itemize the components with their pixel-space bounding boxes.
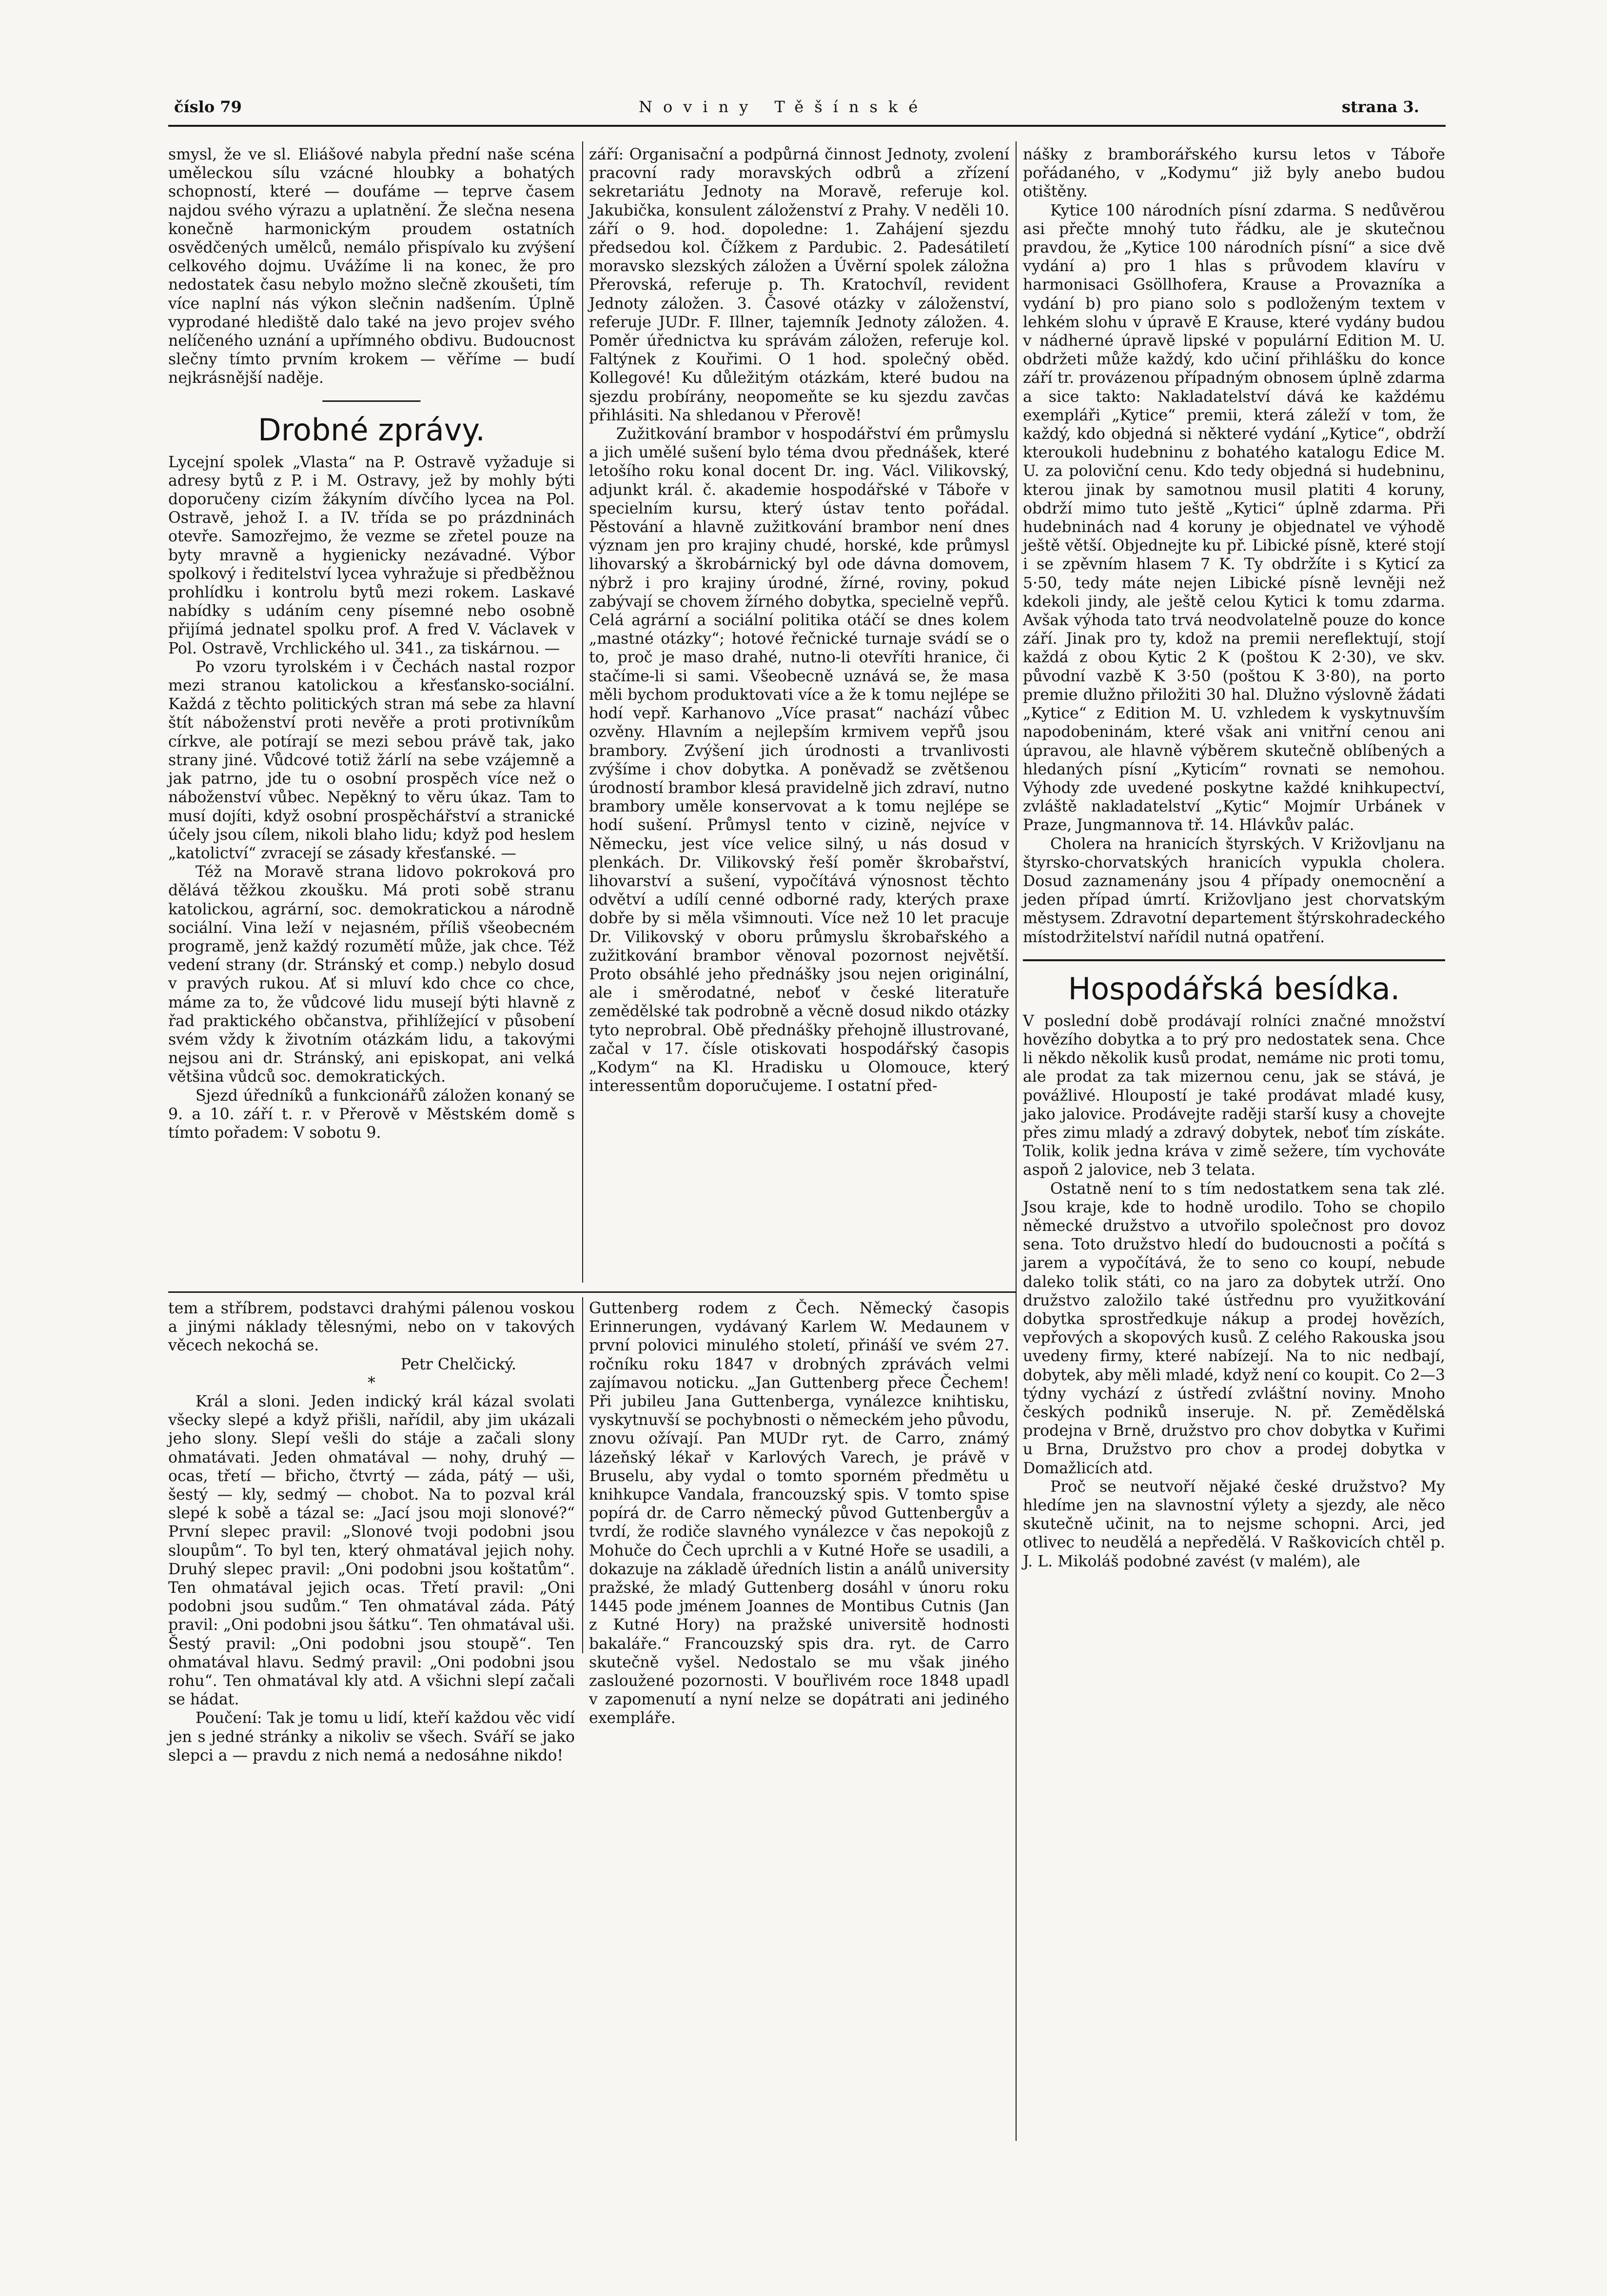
news-item: září: Organisační a podpůrná činnost Jednoty, zvolení pracovní rady moravských odbrů a zřízení sekretariátu Jednoty na Moravě, referuje kol. Jakubička, konsulent záloženství z Prahy. V neděli 10. září o 9. hod. dopoledne: 1. Zahájení sjezdu předsedou kol. Čížkem z Pardubic. 2. Padesátiletí moravsko slezských záložen a Úvěrní spolek záložna Přerovská, referuje p. Th. Kratochvíl, revident Jednoty záložen. 3. Časové otázky v záloženství, referuje JUDr. F. Illner, tajemník Jednoty záložen. 4. Poměr úřednictva ku správám záložen, referuje kol. Faltýnek z Kouřimi. O 1 hod. společný oběd. Kollegové! Ku důležitým otázkám, které budou na sjezdu probírány, neopomeňte se ku sjezdu zavčas přihlásiti. Na shledanou v Přerově! [589,146,1009,424]
farm-item: V poslední době prodávají rolníci značné množství hovězího dobytka a to prý pro nedostatek sena. Chce li někdo několik kusů prodat, nemáme nic proti tomu, ale prodat za tak mizernou cenu, jak se stává, je povážlivé. Hloupostí je také prodávat mladé kusy, jako jalovice. Prodávejte raději starší kusy a chovejte přes zimu mladý a zdravý dobytek, neboť tím získáte. Tolik, kolik jedna kráva v zimě sežere, tím vychováte aspoň 2 jalovice, neb 3 telata. [1023,1012,1445,1179]
newspaper-title: Noviny Těšínské [639,98,929,116]
column-2-top [589,145,1009,1095]
news-item: Též na Moravě strana lidovo pokroková pro dělává těžkou zkoušku. Má proti sobě stranu katolickou, agrární, soc. demokratickou a národně sociální. Vina leží v nejasném, příliš všeobecném programě, jenž každý rozumětí může, jak chce. Též vedení strany (dr. Stránský et comp.) nebylo dosud v pravých rukou. Ať si mluví kdo chce co chce, máme za to, že vůdcové lidu musejí býti hlavně z řad praktického občanstva, přihlížející v působení svém vždy k životním otázkám lidu, a takovými nejsou ani dr. Stránský, ani episkopat, ani velká většina vůdců soc. demokratických. [168,863,575,1086]
news-item: nášky z bramborářského kursu letos v Táboře pořádaného, v „Kodymu“ již byly anebo budou otištěny. [1023,146,1445,201]
page-number: strana 3. [1342,98,1419,116]
section-rule [1023,959,1445,961]
section-divider [168,1291,1017,1293]
column-2-bottom [589,1299,1009,1728]
news-item: Kytice 100 národních písní zdarma. S nedůvěrou asi přečte mnohý tuto řádku, ale je skutečnou pravdou, že „Kytice 100 národních písní“ a sice dvě vydání a) pro 1 hlas s průvodem klavíru v harmonisaci Gsöllhofera, Krause a Provazníka a vydání b) pro piano solo s podloženým textem v lehkém slohu v úpravě E Krause, které vydány budou v nádherné úpravě lipské v populární Edition M. U. obdržeti může každý, kdo učiní přihlášku do konce září tr. provázenou případným obnosem úplně zdarma a sice takto: Nakladatelství dává ke každému exempláři „Kytice“ premii, která záleží v tom, že každý, kdo objedná si některé vydání „Kytice“, obdrží kteroukoli hudebninu z bohatého katalogu Edice M. U. za poloviční cenu. Kdo tedy objedná si hudebninu, kterou jinak by samotnou musil platiti 4 koruny, obdrží mimo tuto ještě „Kytici“ úplně zdarma. Při hudebninách nad 4 koruny je objednatel ve výhodě ještě větší. Objednejte ku př. Libické písně, které stojí i se zpěvním hlasem 7 K. Ty obdržíte i s Kyticí za 5·50, tedy máte nejen Libické písně levněji než kdekoli jindy, ale ještě celou Kytici k tomu zdarma. Avšak výhoda tato trvá neodvolatelně pouze do konce září. Jinak pro ty, kdož na premii nereflektují, stojí každá z obou Kytic 2 K (poštou K 2·30), ve skv. původní vazbě K 3·50 (poštou K 3·80), na porto premie dlužno přiložiti 30 hal. Dlužno výslovně žádati „Kytice“ z Edition M. U. vzhledem k vyskytnuvším napodobeninám, které však ani vnitřní cenou ani úpravou, ale hlavně výběrem skutečně oblíbených a hledaných písní „Kyticím“ rovnati se nemohou. Výhody zde uvedené poskytne každé knihkupectví, zvláště nakladatelství „Kytic“ Mojmír Urbánek v Praze, Jungmannova tř. 14. Hlávkův palác. [1023,201,1445,834]
column-rule-2 [1016,141,1017,2141]
asterisk-divider: * [368,1374,375,1392]
news-item: Zužitkování brambor v hospodářství ém průmyslu a jich umělé sušení bylo téma dvou přednášek, které letošího roku konal docent Dr. ing. Václ. Vilikovský, adjunkt král. č. akademie hospodářské v Táboře v specielním kursu, který ústav tento pořádal. Pěstování a hlavně zužitkování brambor není dnes význam jen pro krajiny chudé, horské, kde průmysl lihovarský a škrobárnický byl ode dávna domovem, nýbrž i pro krajiny úrodné, žírné, roviny, pokud zabývají se chovem žírného dobytka, specielně vepřů. Celá agrární a sociální politika otáčí se dnes kolem „mastné otázky“; hotové řečnické turnaje svádí se o to, proč je maso drahé, nutno-li otevříti hranice, či stačíme-li si sami. Všeobecně uznává se, že masa měli bychom produktovati více a že k tomu nejlépe se hodí vepř. Karhanovo „Více prasat“ nachází vůbec ozvěny. Hlavním a nejlepším krmivem vepřů jsou brambory. Zvýšení jich úrodnosti a trvanlivosti zvýšíme i chov dobytka. A poněvadž se zvětšenou úrodností brambor klesá pravidelně jich zdraví, nutno brambory uměle konservovat a k tomu nejlépe se hodí sušení. Průmysl tento v cizině, nejvíce v Německu, jest více velice silný, u nás dosud v plenkách. Dr. Vilikovský řeší poměr škrobařství, lihovarství a sušení, vypočítává výnosnost těchto odvětví a udílí cenné odborné rady, kterých praxe dobře by si měla všimnouti. Více než 10 let pracuje Dr. Vilikovský v oboru průmyslu škrobařského a zužitkování brambor věnoval pozornost největší. Proto obsáhlé jeho přednášky jsou nejen originální, ale i směrodatné, neboť v české literatuře zemědělské tak podrobně a věcně dosud nikdo otázky tyto neprobral. Obě přednášky přehojně illustrované, začal v 17. čísle otiskovati hospodářský časopis „Kodym“ na Kl. Hradisku u Olomouce, který interessentům doporučujeme. I ostatní před- [589,425,1009,1095]
short-divider [322,400,421,402]
fable-moral: Poučení: Tak je tomu u lidí, kteří každou věc vidí jen s jedné stránky a nikoliv se všech. Sváří se jako slepci a — pravdu z nich nemá a nedosáhne nikdo! [168,1709,575,1764]
column-3 [1023,145,1445,1571]
feuilleton-text: tem a stříbrem, podstavci drahými pálenou voskou a jinými náklady tělesnými, nebo on v takových věcech nekochá se. [168,1300,575,1355]
news-item: Cholera na hranicích štyrských. V Križovljanu na štyrsko-chorvatských hranicích vypukla cholera. Dosud zaznamenány jsou 4 případy onemocnění a jeden případ úmrtí. Križovljano jest chorvatským městysem. Zdravotní departement štýrskohradeckého místodržitelství nařídil nutná opatření. [1023,835,1445,946]
column-rule-1 [582,141,583,1283]
news-item: Po vzoru tyrolském i v Čechách nastal rozpor mezi stranou katolickou a křesťansko-sociální. Každá z těchto politických stran má sebe za hlavní štít náboženství proti nevěře a proti protivníkům církve, ale potírají se mezi sebou právě tak, jako strany jiné. Vůdcové totiž žárlí na sebe vzájemně a jak patrno, jde tu o osobní prospěch více než o náboženství vůbec. Nepěkný to věru úkaz. Tam to musí dojíti, když osobní prospěchářství a stranické účely jsou cílem, nikoli blaho lidu; když pod heslem „katolictví“ zvracejí se zásady křesťanské. — [168,658,575,862]
header-rule [168,125,1446,127]
column-1-bottom [168,1299,575,1765]
farm-item: Ostatně není to s tím nedostatkem sena tak zlé. Jsou kraje, kde to hodně urodilo. Toho se chopilo německé družstvo a utvořilo společnost pro dovoz sena. Toto družstvo hledí do budoucnosti a počítá s jarem a vypočítává, že to seno co koupí, nebude daleko tolik státi, co na jaro za dobytek utrží. Ono družstvo založilo také ústřednu pro využitkování dobytka sprostředkuje nákup a prodej hovězích, vepřových a skopových kusů. Z celého Rakouska jsou uvedeny firmy, které nabízejí. Na to nic nedbají, dobytek, aby měli mladé, když není co koupit. Co 2—3 týdny vychází z ústředí zvláštní noviny. Mnoho českých podniků inseruje. N. př. Zemědělská prodejna v Brně, družstvo pro chov dobytka v Kuřimi u Brna, Družstvo pro chov a prodej dobytka v Domažlicích atd. [1023,1180,1445,1477]
issue-number: číslo 79 [174,98,242,116]
author-signature: Petr Chelčický. [400,1355,516,1373]
drobne-zpravy-heading: Drobné zprávy. [258,412,485,448]
column-1-top [168,145,575,1142]
fable-text: Král a sloni. Jeden indický král kázal svolati všecky slepé a když přišli, nařídil, aby jim ukázali jeho slony. Slepí vešli do stáje a začali slony ohmatávati. Jeden ohmatával — nohy, druhý — ocas, třetí — břicho, čtvrtý — záda, pátý — uši, šestý — kly, sedmý — chobot. Na to pozval král slepé k sobě a tázal se: „Jací jsou moji slonové?“ První slepec pravil: „Slonové tvoji podobni jsou sloupům“. To byl ten, který ohmatával jejich nohy. Druhý slepec pravil: „Oni podobni jsou koštatům“. Ten ohmatával jejich ocas. Třetí pravil: „Oni podobni jsou sudům.“ Ten ohmatával záda. Pátý pravil: „Oni podobni jsou šátku“. Ten ohmatával uši. Šestý pravil: „Oni podobni jsou stoupě“. Ten ohmatával hlavu. Sedmý pravil: „Oni podobni jsou rohu“. Ten ohmatával kly atd. A všichni slepí začali se hádat. [168,1393,575,1709]
theatre-review-text: smysl, že ve sl. Eliášové nabyla přední naše scéna uměleckou sílu vzácné hloubky a bohatých schopností, které — doufáme — teprve časem najdou svého výrazu a uplatnění. Že slečna nesena konečně harmonickým proudem ostatních osvědčených umělců, nemálo přispívalo ku zvýšení celkového dojmu. Uvážíme li na konec, že pro nedostatek času nebylo možno slečně zkoušeti, tím více naplní nás výkon slečnin nadšením. Úplně vyprodané hlediště dalo také na jevo projev svého nelíčeného uznání a upřímného obdivu. Budoucnost slečny tímto prvním krokem — věříme — budí nejkrásnější naděje. [168,146,575,387]
news-item: Guttenberg rodem z Čech. Německý časopis Erinnerungen, vydávaný Karlem W. Medaunem v první polovici minulého století, přináší ve svém 27. ročníku roku 1847 v drobných zprávách velmi zajímavou noticku. „Jan Guttenberg přece Čechem! Při jubileu Jana Guttenberga, vynálezce knihtisku, vyskytnuvší se pochybnosti o německém jeho původu, znovu ožívají. Pan MUDr ryt. de Carro, známý lázeňský lékař v Karlových Varech, je právě v Bruselu, aby vydal o tomto sporném předmětu u knihkupce Vandala, francouzský spis. V tomto spise popírá dr. de Carro německý původ Guttenbergův a tvrdí, že rodiče slavného vynálezce v čas nepokojů z Mohuče do Čech uprchli a v Kutné Hoře se usadili, a dokazuje na základě úředních listin a análů university pražské, že mladý Guttenberg dosáhl v únoru roku 1445 pode jménem Joannes de Montibus Cutnis (Jan z Kutné Hory) na pražské universitě hodnosti bakaláře.“ Francouzský spis dra. ryt. de Carro skutečně vyšel. Nedostalo se mu však jiného zasloužené pozornosti. V bouřlivém roce 1848 upadl v zapomenutí a nyní nelze se dopátrati ani jediného exempláře. [589,1300,1009,1727]
column-rule-bottom [582,1297,583,1653]
news-item: Lycejní spolek „Vlasta“ na P. Ostravě vyžaduje si adresy bytů z P. i M. Ostravy, jež by mohly býti doporučeny cizím žákyním dívčího lycea na Pol. Ostravě, jehož I. a IV. třída se po prázdninách otevře. Samozřejmo, že vezme se zřetel pouze na byty mravně a hygienicky nezávadné. Výbor spolkový i ředitelství lycea vyhražuje si předběžnou prohlídku i kontrolu bytů mezi rokem. Laskavé nabídky s udáním ceny písemné nebo osobně přijímá jednatel spolku prof. A fred V. Václavek v Pol. Ostravě, Vrchlického ul. 341., za tiskárnou. — [168,453,575,657]
news-item: Sjezd úředníků a funkcionářů záložen konaný se 9. a 10. září t. r. v Přerově v Městském domě s tímto pořadem: V sobotu 9. [168,1087,575,1142]
farm-item: Proč se neutvoří nějaké české družstvo? My hledíme jen na slavnostní výlety a sjezdy, ale něco skutečně učinit, na to nejsme schopni. Arci, jed otlivec to neudělá a nepředělá. V Raškovicích chtěl p. J. L. Mikoláš podobné zavést (v malém), ale [1023,1478,1445,1570]
hospodarska-besidka-heading: Hospodářská besídka. [1068,970,1400,1007]
